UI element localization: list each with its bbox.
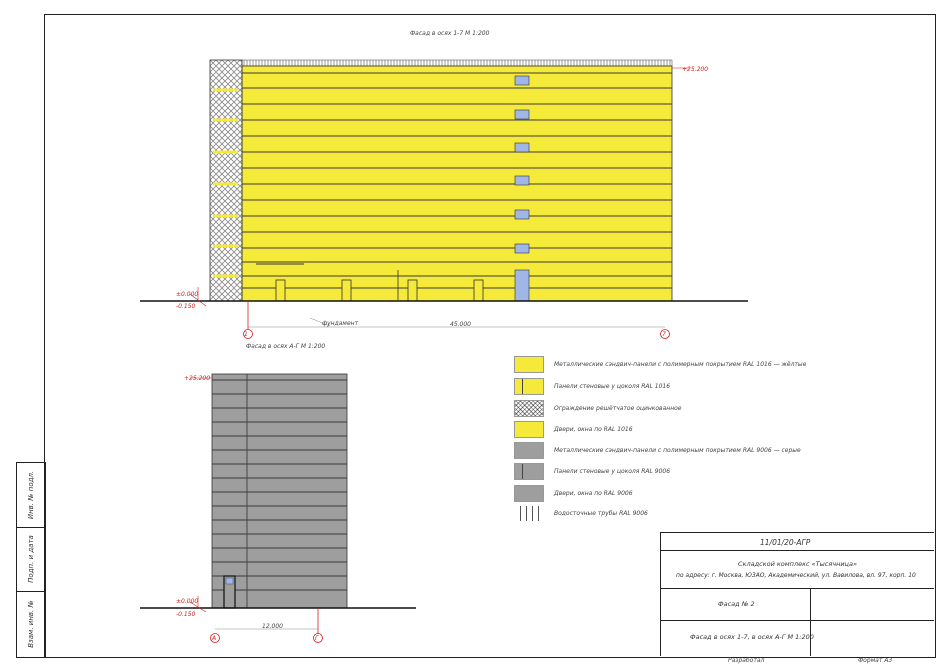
south-facade-title: Фасад в осях А-Г М 1:200	[246, 343, 326, 350]
sheet-description: Фасад в осях 1-7, в осях А-Г М 1:200	[690, 633, 814, 641]
legend-swatch-yellow-door	[514, 421, 544, 438]
legend-item: Панели стеновые у цоколя RAL 1016	[514, 378, 874, 396]
north-facade-title: Фасад в осях 1-7 М 1:200	[410, 30, 490, 37]
legend-item: Двери, окна по RAL 1016	[514, 421, 874, 439]
roof-parapet	[242, 60, 672, 66]
mesh-stair-tower	[210, 60, 242, 301]
elev-ground2-north: -0.150	[176, 303, 196, 310]
axis-label-a: А	[212, 635, 217, 642]
object-address: по адресу: г. Москва, ЮЗАО, Академический, ул. Вавилова, вл. 97, корп. 10	[676, 572, 916, 579]
elev-ground2-south: -0.150	[176, 611, 196, 618]
note-foundation: фундамент	[322, 320, 359, 327]
legend-item: Металлические сэндвич-панели с полимерным покрытием RAL 1016 — жёлтые	[514, 356, 874, 374]
side-cell-inventory: Инв. № подл.	[17, 463, 45, 528]
object-name: Складской комплекс «Тысячница»	[738, 560, 857, 568]
title-block	[660, 532, 934, 656]
gray-wall	[212, 374, 347, 608]
developer-label: Разработал	[728, 657, 765, 664]
dim-total-north: 45.000	[450, 321, 471, 328]
elev-top-south: +25.200	[184, 375, 211, 382]
axis-label-g: Г	[315, 635, 319, 642]
legend-item: Двери, окна по RAL 9006	[514, 485, 874, 503]
axis-label-1: 1	[244, 331, 248, 338]
legend-swatch-hatch	[514, 400, 544, 417]
drawing-code: 11/01/20-АГР	[760, 538, 811, 547]
side-cell-signature: Подп. и дата	[17, 527, 45, 592]
elev-ground-south: ±0.000	[176, 598, 199, 605]
dim-south: 12.000	[262, 623, 283, 630]
legend-swatch-yellow-split	[514, 378, 544, 395]
legend-item: Ограждение решётчатое оцинкованное	[514, 400, 874, 418]
legend-swatch-gray-door	[514, 485, 544, 502]
legend-swatch-yellow	[514, 356, 544, 373]
yellow-wall	[242, 66, 672, 301]
format-label: Формат А3	[858, 657, 893, 664]
legend-item: Водосточные трубы RAL 9006	[514, 505, 874, 523]
side-cell-replace: Взам. инв. №	[27, 600, 35, 648]
legend-item: Металлические сэндвич-панели с полимерным покрытием RAL 9006 — серые	[514, 442, 874, 460]
elev-top-north: +25.200	[682, 66, 709, 73]
legend-swatch-gray	[514, 442, 544, 459]
legend-swatch-gray-split	[514, 463, 544, 480]
legend-item: Панели стеновые у цоколя RAL 9006	[514, 463, 874, 481]
legend-swatch-pipes	[514, 505, 544, 522]
axis-label-7: 7	[662, 331, 666, 338]
south-facade	[212, 374, 347, 608]
elev-ground-north: ±0.000	[176, 291, 199, 298]
sheet-name: Фасад № 2	[718, 600, 755, 608]
north-facade	[210, 60, 672, 301]
